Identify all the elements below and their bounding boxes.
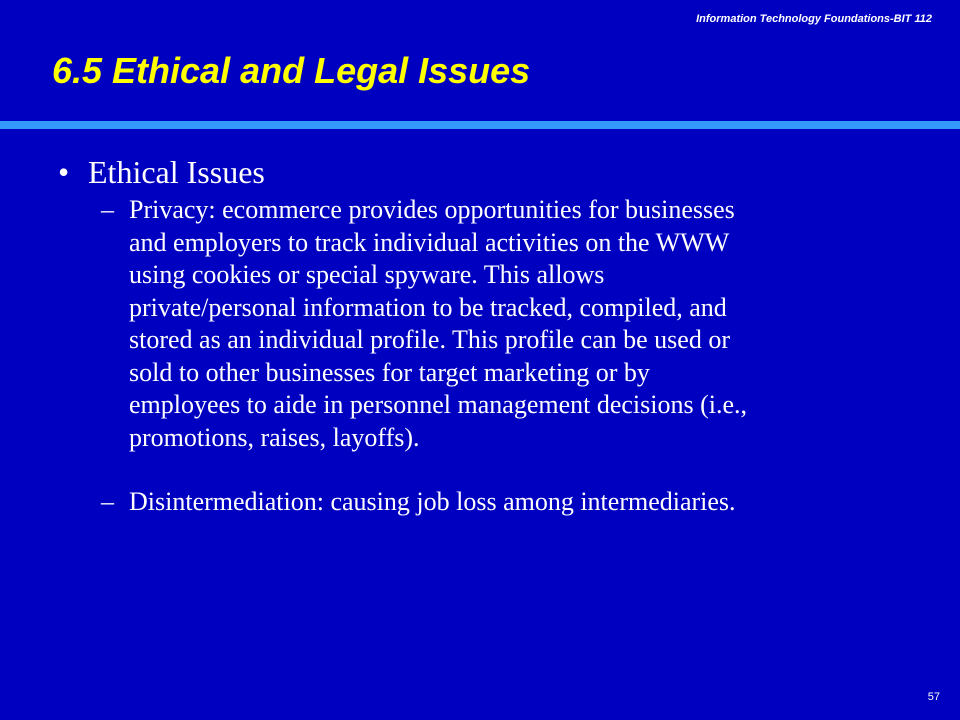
- bullet-symbol: •: [58, 154, 70, 190]
- title-divider: [0, 121, 960, 129]
- sub-item-dash: –: [101, 195, 114, 224]
- text-line: stored as an individual profile. This profile can be used or: [129, 325, 730, 354]
- sub-item-text: [129, 486, 901, 519]
- text-line: Privacy: ecommerce provides opportunities for businesses: [129, 195, 735, 224]
- text-line: employees to aide in personnel management decisions (i.e.,: [129, 390, 748, 419]
- text-line: promotions, raises, layoffs).: [129, 422, 420, 452]
- sub-item-dash: –: [101, 487, 114, 516]
- text-line: private/personal information to be tracked, compiled, and: [129, 292, 727, 322]
- text-line: and employers to track individual activities on the WWW: [129, 227, 730, 257]
- course-header: Information Technology Foundations-BIT 112: [696, 13, 932, 25]
- sub-item-privacy: [101, 194, 901, 454]
- page-number: 57: [927, 691, 940, 703]
- bullet-item: [58, 152, 265, 192]
- sub-item-text: [129, 194, 901, 454]
- sub-item-disintermediation: [101, 486, 901, 519]
- bullet-label: Ethical Issues: [88, 154, 265, 190]
- text-line: Disintermediation: causing job loss among intermediaries.: [129, 487, 736, 516]
- slide-title: 6.5 Ethical and Legal Issues: [52, 50, 531, 91]
- text-line: using cookies or special spyware. This allows: [129, 260, 605, 289]
- text-line: sold to other businesses for target marketing or by: [129, 357, 650, 387]
